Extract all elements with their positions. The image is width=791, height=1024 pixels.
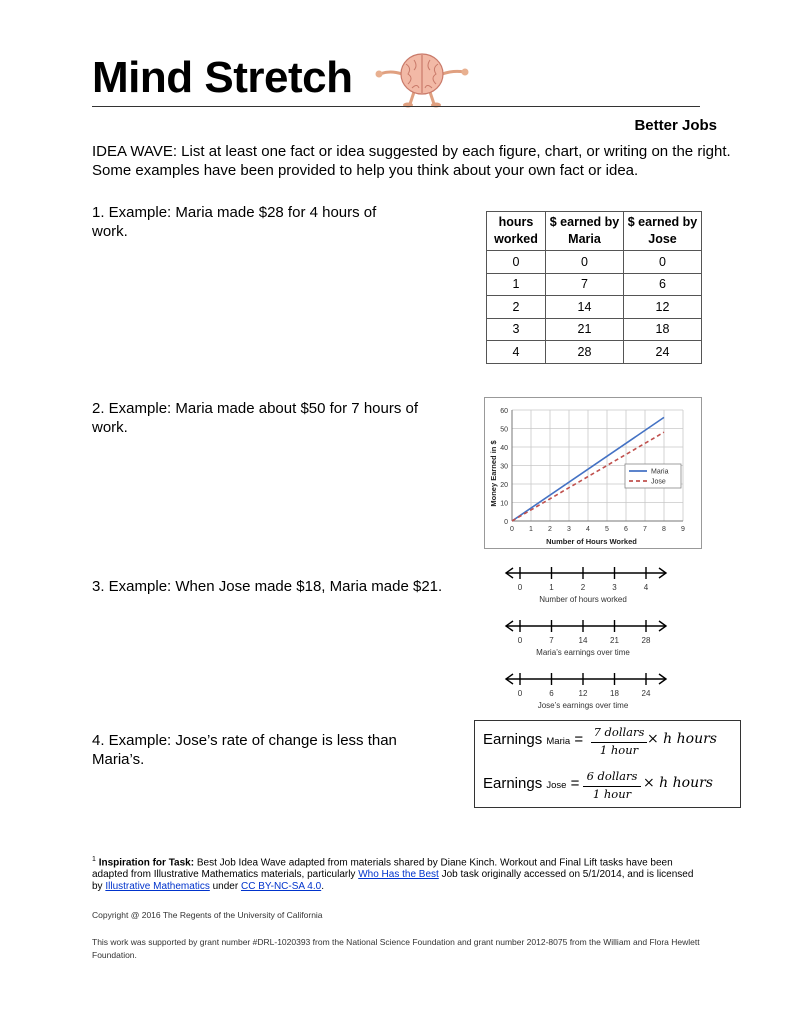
- formula-jose-denominator: 1 hour: [592, 787, 632, 801]
- legend-label-jose: Jose: [651, 478, 666, 486]
- formula-maria-label: Earnings: [483, 731, 543, 748]
- y-tick-label: 0: [504, 519, 508, 526]
- table-cell: 14: [546, 296, 624, 319]
- x-tick-label: 0: [510, 526, 514, 533]
- example-4: 4. Example: Jose’s rate of change is less than Maria’s.: [92, 732, 397, 768]
- table-cell: 3: [487, 318, 546, 341]
- footnote-text-2: Job task originally accessed on 5/1/2014, and is licensed by: [92, 869, 694, 893]
- formula-jose-lhs: [483, 775, 579, 792]
- table-cell: 6: [624, 273, 702, 296]
- number-line-tick-label: 7: [549, 636, 554, 645]
- y-axis-label: Money Earned in $: [489, 440, 498, 507]
- number-line-caption: Number of hours worked: [539, 595, 627, 604]
- header-hours: hours worked: [487, 212, 546, 251]
- table-row: [487, 273, 702, 296]
- table-row: [487, 251, 702, 274]
- y-tick-label: 60: [500, 408, 508, 415]
- header-maria: $ earned by Maria: [546, 212, 624, 251]
- number-line-tick-label: 21: [610, 636, 619, 645]
- example-1: 1. Example: Maria made $28 for 4 hours of work.: [92, 204, 377, 240]
- x-tick-label: 4: [586, 526, 590, 533]
- illustrative-mathematics-link[interactable]: Illustrative Mathematics: [105, 881, 210, 893]
- y-tick-label: 30: [500, 463, 508, 471]
- formula-maria-numerator: 7 dollars: [593, 725, 645, 739]
- number-line-tick-label: 18: [610, 689, 619, 698]
- number-line-tick-label: 0: [517, 636, 523, 645]
- instructions: IDEA WAVE: List at least one fact or idea suggested by each figure, chart, or writing on the right. Some examples have been provided to help you think about your own fact or idea.: [92, 143, 731, 179]
- footnote-text-3: under: [209, 881, 241, 893]
- table-row: [487, 296, 702, 319]
- number-line-tick-label: 0: [517, 689, 523, 698]
- table-cell: 0: [624, 251, 702, 274]
- number-lines: [500, 563, 700, 713]
- formula-jose-label: Earnings: [483, 775, 543, 792]
- y-tick-label: 20: [500, 482, 508, 489]
- table-cell: 24: [624, 341, 702, 364]
- number-line-tick-label: 14: [578, 636, 588, 645]
- page-title: Mind Stretch: [92, 53, 353, 102]
- legend-label-maria: Maria: [651, 468, 669, 476]
- table-header-row: [487, 212, 702, 251]
- earnings-line-chart: [484, 397, 702, 549]
- table-row: [487, 318, 702, 341]
- table-cell: 21: [546, 318, 624, 341]
- x-tick-label: 9: [681, 526, 685, 533]
- footnote-lead: Inspiration for Task:: [98, 857, 195, 869]
- table-cell: 0: [546, 251, 624, 274]
- x-tick-label: 3: [567, 526, 571, 533]
- x-tick-label: 1: [529, 526, 533, 533]
- number-line-tick-label: 1: [549, 583, 554, 592]
- formula-maria-eq: =: [574, 731, 584, 748]
- table-cell: 0: [487, 251, 546, 274]
- number-line-caption: Jose’s earnings over time: [537, 701, 629, 710]
- number-lines-canvas: [500, 563, 700, 713]
- earnings-formulas: [474, 720, 741, 808]
- formula-jose-numerator: 6 dollars: [586, 769, 638, 783]
- title-rule: [92, 106, 700, 107]
- license-link[interactable]: CC BY-NC-SA 4.0: [240, 881, 322, 893]
- x-tick-label: 7: [643, 526, 647, 533]
- copyright: Copyright @ 2016 The Regents of the University of California: [92, 910, 323, 920]
- footnote-marker: 1: [92, 856, 96, 863]
- number-line-tick-label: 6: [549, 689, 554, 698]
- header-jose: $ earned by Jose: [624, 212, 702, 251]
- formula-jose-sub: Jose: [546, 780, 567, 791]
- number-line-tick-label: 4: [643, 583, 649, 592]
- formula-maria-sub: Maria: [546, 736, 571, 747]
- table-cell: 18: [624, 318, 702, 341]
- number-line-tick-label: 3: [612, 583, 617, 592]
- footnote-text-4: .: [321, 881, 324, 893]
- formula-maria-lhs: [483, 731, 583, 748]
- table-cell: 4: [487, 341, 546, 364]
- formula-maria-times: × h hours: [647, 731, 717, 747]
- y-tick-label: 40: [500, 445, 508, 452]
- x-tick-label: 6: [624, 526, 628, 533]
- number-line-tick-label: 28: [641, 636, 651, 645]
- number-line-tick-label: 12: [578, 689, 588, 698]
- x-tick-label: 2: [548, 526, 552, 533]
- formula-jose-eq: =: [570, 775, 580, 792]
- number-line-tick-label: 2: [580, 583, 586, 592]
- footnote-text-1: Best Job Idea Wave adapted from materials shared by Diane Kinch. Workout and Final Lift tasks have been adapted from Illustrative Mathematics materials, particularly: [92, 857, 673, 881]
- footnote: [92, 854, 702, 893]
- table-cell: 12: [624, 296, 702, 319]
- y-tick-label: 50: [500, 426, 508, 434]
- formula-jose-times: × h hours: [643, 775, 713, 791]
- y-tick-label: 10: [500, 500, 508, 508]
- example-2: 2. Example: Maria made about $50 for 7 hours of work.: [92, 400, 419, 436]
- chart-canvas: [485, 398, 701, 548]
- table-row: [487, 341, 702, 364]
- grant-support: This work was supported by grant number #DRL-1020393 from the National Science Foundation and grant number 2012-8075 from the William and Flora Hewlett Foundation.: [92, 937, 700, 960]
- task-name: Better Jobs: [634, 117, 717, 134]
- table-cell: 1: [487, 273, 546, 296]
- earnings-table: [486, 211, 702, 364]
- number-line-tick-label: 0: [517, 583, 523, 592]
- number-line-tick-label: 24: [641, 689, 651, 698]
- formula-maria-denominator: 1 hour: [599, 743, 639, 757]
- table-cell: 28: [546, 341, 624, 364]
- who-has-the-best-link[interactable]: Who Has the Best: [358, 869, 439, 881]
- table-cell: 2: [487, 296, 546, 319]
- table-cell: 7: [546, 273, 624, 296]
- x-tick-label: 5: [605, 526, 609, 533]
- x-axis-label: Number of Hours Worked: [546, 537, 637, 546]
- example-3: 3. Example: When Jose made $18, Maria made $21.: [92, 578, 443, 595]
- number-line-caption: Maria’s earnings over time: [536, 648, 630, 657]
- x-tick-label: 8: [662, 526, 666, 533]
- brain-character-icon: [372, 48, 472, 115]
